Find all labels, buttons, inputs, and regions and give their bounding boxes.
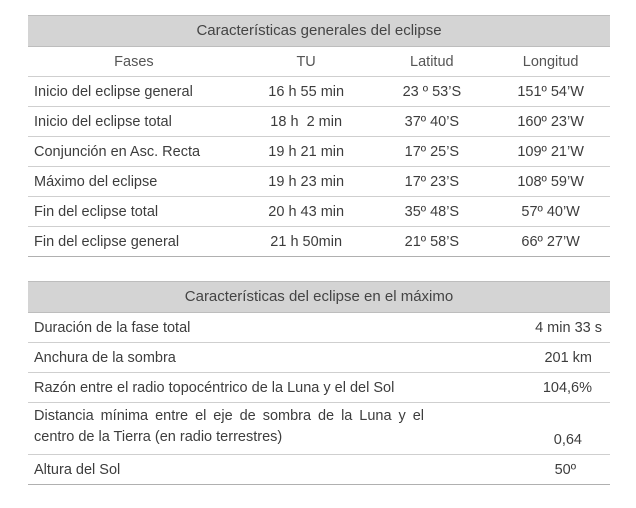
table-row xyxy=(28,77,610,107)
row-value: 4 min 33 s xyxy=(535,319,602,336)
cell-tu: 20 h 43 min xyxy=(268,203,345,220)
cell-longitud: 66º 27’W xyxy=(521,233,580,250)
cell-tu: 19 h 21 min xyxy=(268,143,345,160)
cell-longitud: 151º 54’W xyxy=(517,83,584,100)
table-row xyxy=(28,403,610,455)
general-characteristics-table xyxy=(28,15,610,257)
cell-tu: 16 h 55 min xyxy=(268,83,345,100)
table-row xyxy=(28,167,610,197)
table-title: Características del eclipse en el máximo xyxy=(28,281,610,313)
column-header-latitud: Latitud xyxy=(410,53,454,70)
cell-fase: Máximo del eclipse xyxy=(34,173,158,190)
cell-longitud: 109º 21’W xyxy=(517,143,584,160)
cell-latitud: 17º 23’S xyxy=(404,173,460,190)
table-row xyxy=(28,455,610,485)
column-header-tu: TU xyxy=(296,53,316,70)
row-value: 104,6% xyxy=(542,379,592,396)
row-value: 201 km xyxy=(544,349,592,366)
row-label: Distancia mínima entre el eje de sombra de la Luna y el centro de la Tierra (en radio terrestres) xyxy=(34,408,424,445)
cell-tu: 19 h 23 min xyxy=(268,173,345,190)
row-value: 50º xyxy=(554,461,576,478)
cell-latitud: 35º 48’S xyxy=(404,203,460,220)
cell-fase: Fin del eclipse total xyxy=(34,203,159,220)
column-header-row xyxy=(28,47,610,77)
row-label: Altura del Sol xyxy=(34,461,121,478)
row-label: Razón entre el radio topocéntrico de la Luna y el del Sol xyxy=(34,379,395,396)
cell-latitud: 21º 58’S xyxy=(404,233,460,250)
cell-fase: Fin del eclipse general xyxy=(34,233,180,250)
cell-longitud: 57º 40’W xyxy=(521,203,580,220)
table-row xyxy=(28,137,610,167)
cell-fase: Inicio del eclipse general xyxy=(34,83,193,100)
table-row xyxy=(28,343,610,373)
cell-longitud: 160º 23’W xyxy=(517,113,584,130)
column-header-longitud: Longitud xyxy=(522,53,579,70)
table-row xyxy=(28,197,610,227)
table-title: Características generales del eclipse xyxy=(28,15,610,47)
cell-latitud: 17º 25’S xyxy=(404,143,460,160)
maximum-characteristics-table xyxy=(28,281,610,485)
row-label: Anchura de la sombra xyxy=(34,349,176,366)
cell-latitud: 37º 40’S xyxy=(404,113,460,130)
row-label: Duración de la fase total xyxy=(34,319,191,336)
table-row xyxy=(28,373,610,403)
cell-fase: Conjunción en Asc. Recta xyxy=(34,143,201,160)
table-row xyxy=(28,107,610,137)
table-row xyxy=(28,227,610,257)
row-value: 0,64 xyxy=(553,432,582,448)
cell-fase: Inicio del eclipse total xyxy=(34,113,172,130)
column-header-fases: Fases xyxy=(114,53,154,70)
cell-latitud: 23 º 53’S xyxy=(402,83,462,100)
table-row xyxy=(28,313,610,343)
cell-tu: 21 h 50min xyxy=(270,233,343,250)
cell-tu: 18 h 2 min xyxy=(270,113,343,130)
cell-longitud: 108º 59’W xyxy=(517,173,584,190)
